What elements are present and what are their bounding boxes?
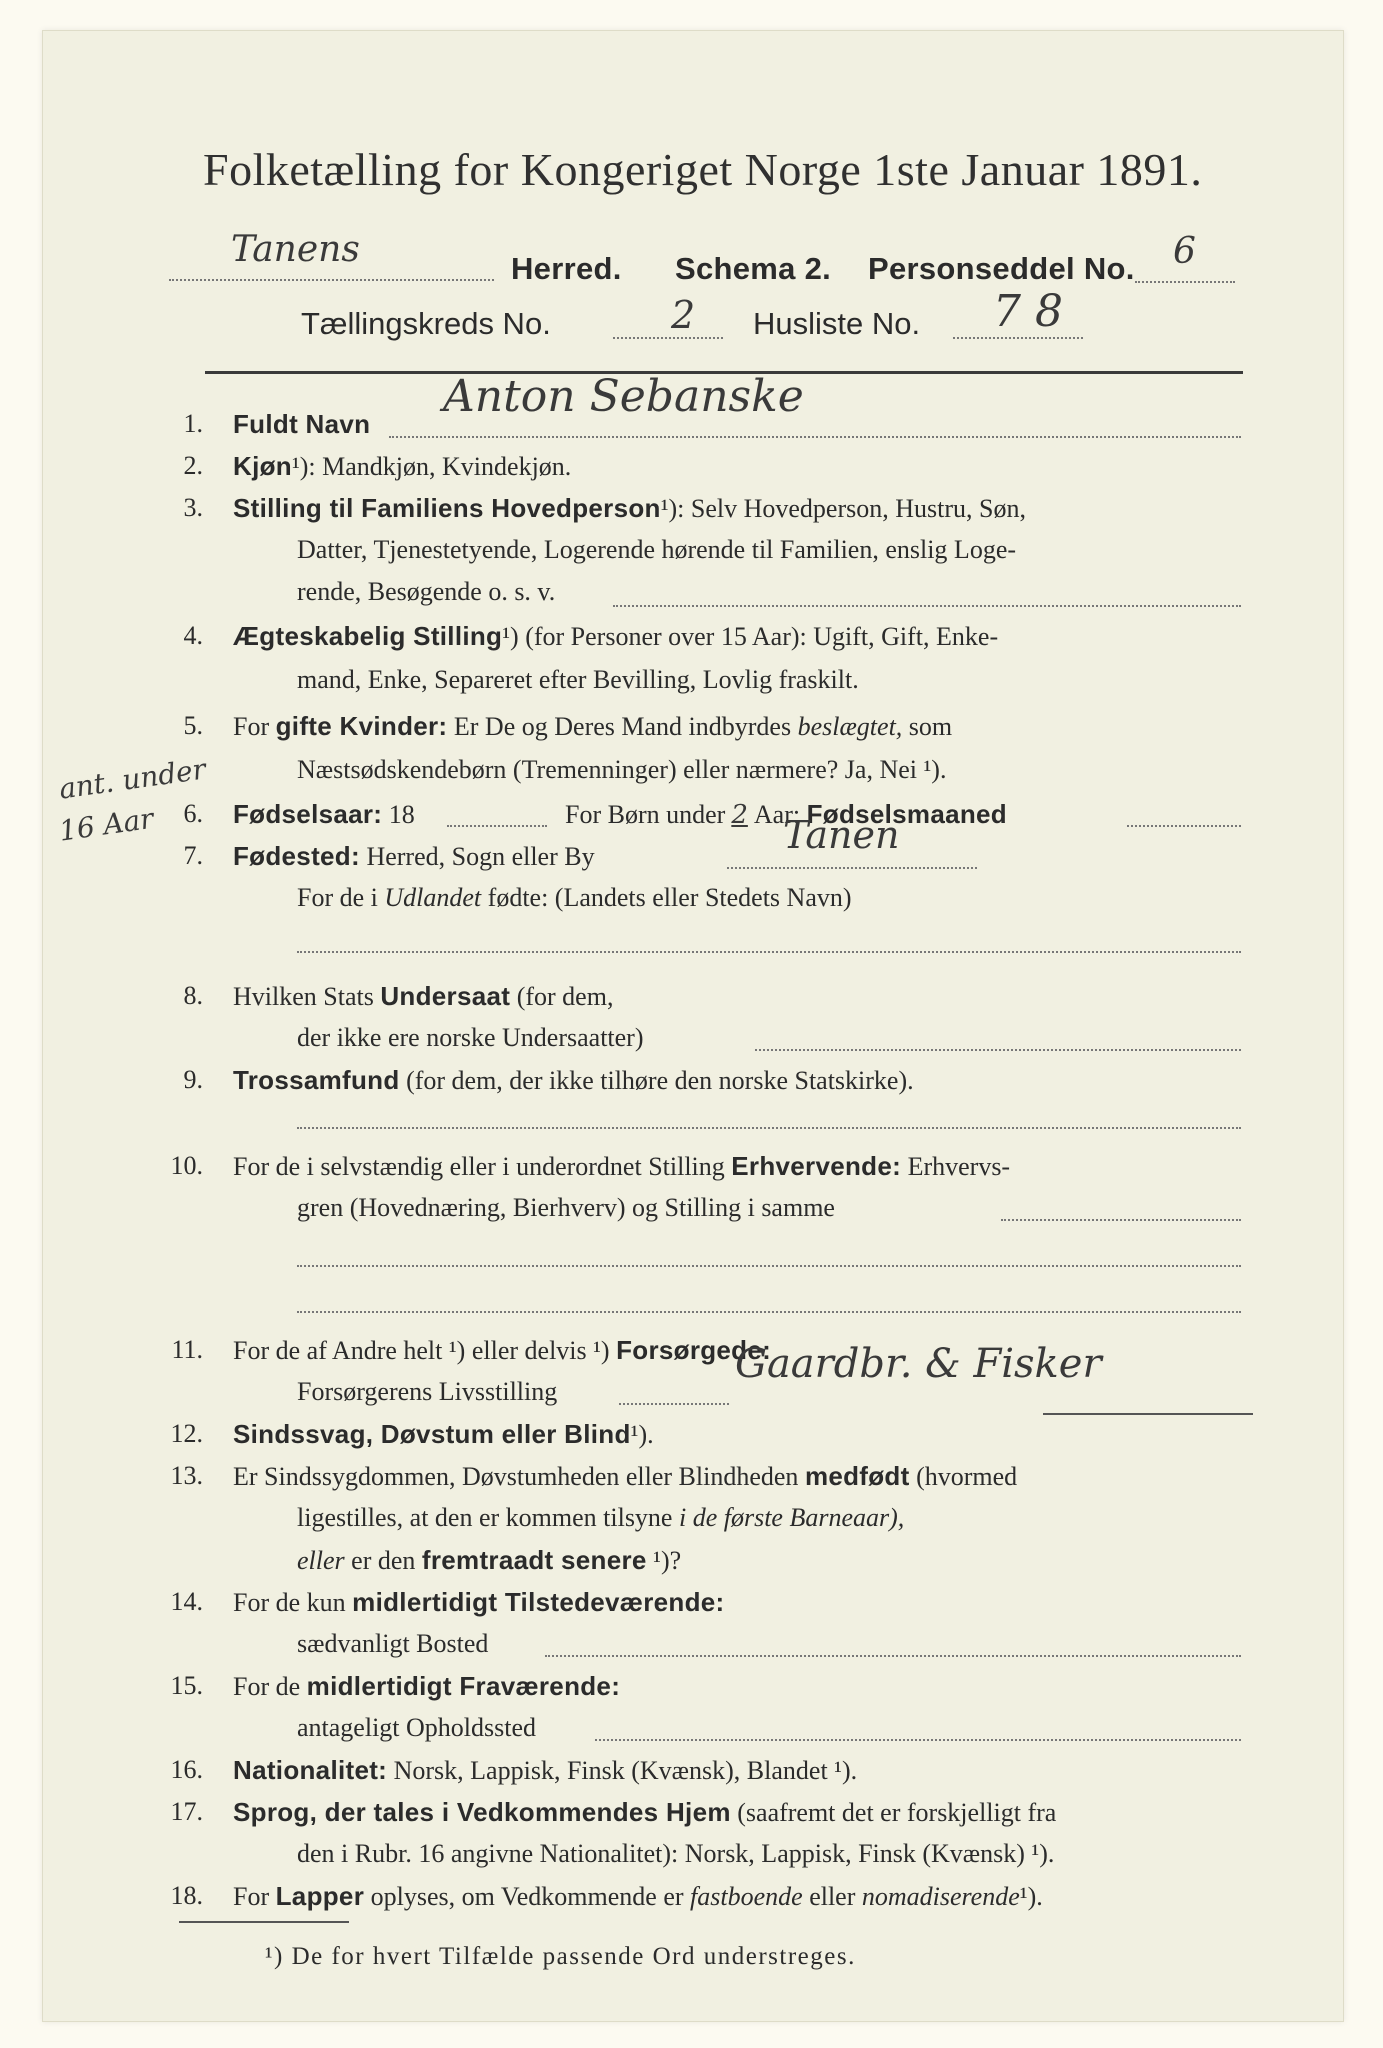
personseddel-value: 6 (1173, 231, 1196, 272)
item-7-text-2-italic: Udlandet (384, 883, 482, 912)
item-13-label-1: medfødt (804, 1461, 910, 1491)
item-15-text-2: antageligt Opholdssted (297, 1713, 537, 1742)
footnote: ¹) De for hvert Tilfælde passende Ord understreges. (265, 1943, 856, 1970)
item-3-label: Stilling til Familiens Hovedperson (233, 493, 661, 523)
item-6-mid-value: 2 (731, 800, 748, 830)
item-10-label: Erhvervende: (731, 1151, 902, 1181)
item-8-label: Undersaat (380, 981, 511, 1011)
husliste-label: Husliste No. (753, 306, 921, 341)
item-15-line-1 (233, 1671, 620, 1702)
item-18-text-1-mid-2: eller (809, 1882, 856, 1911)
item-12-text: ¹). (630, 1420, 654, 1449)
item-11-value: Gaardbr. & Fisker (735, 1341, 1102, 1387)
item-2-line (233, 451, 571, 482)
item-18-label: Lapper (275, 1881, 365, 1911)
item-7-label: Fødested: (233, 841, 360, 871)
item-6-year-dotted-line (447, 825, 547, 827)
item-18-italic-2: nomadiserende (861, 1882, 1020, 1911)
item-4-line-1 (233, 621, 998, 652)
item-9-line (233, 1065, 914, 1096)
item-9-label: Trossamfund (233, 1065, 400, 1095)
item-10-dotted-line-1 (1001, 1219, 1241, 1221)
herred-value: Tanens (231, 229, 360, 270)
item-18-text-1-mid: oplyses, om Vedkommende er (370, 1882, 684, 1911)
item-6-month-dotted-line (1127, 825, 1241, 827)
item-13-number: 13. (170, 1461, 203, 1490)
item-5-line-1 (233, 711, 952, 742)
item-8-number: 8. (183, 981, 203, 1010)
item-13-line-1 (233, 1461, 1017, 1492)
item-5-pre: For (233, 712, 270, 741)
item-6-mid: For Børn under (565, 800, 726, 829)
item-15-dotted-line (595, 1739, 1241, 1741)
item-8-text-1: Hvilken Stats (233, 982, 374, 1011)
item-14-dotted-line (545, 1655, 1241, 1657)
item-1-value: Anton Sebanske (443, 371, 804, 422)
item-18-text-1: For (233, 1882, 270, 1911)
item-12-number: 12. (170, 1419, 203, 1448)
husliste-value: 7 8 (993, 286, 1063, 337)
item-13-line-3 (297, 1545, 681, 1576)
item-13-line-2 (297, 1503, 904, 1533)
item-17-number: 17. (170, 1797, 203, 1826)
item-3-line-1 (233, 493, 1026, 524)
item-16-label: Nationalitet: (233, 1755, 388, 1785)
husliste-dotted-line (953, 337, 1083, 339)
item-14-label: midlertidigt Tilstedeværende: (352, 1587, 725, 1617)
item-3-text-1: ¹): Selv Hovedperson, Hustru, Søn, (660, 494, 1026, 523)
item-9-text: (for dem, der ikke tilhøre den norske Statskirke). (406, 1066, 914, 1095)
item-11-handwritten-underline (1043, 1413, 1253, 1415)
item-11-text-1: For de af Andre helt ¹) eller delvis ¹) (233, 1336, 610, 1365)
item-15-number: 15. (170, 1671, 203, 1700)
item-12-label: Sindssvag, Døvstum eller Blind (233, 1419, 631, 1449)
item-8-line-1 (233, 981, 613, 1012)
item-7-text-2: For de i (297, 883, 378, 912)
item-6-line (233, 799, 415, 830)
herred-dotted-line (169, 279, 494, 281)
item-2-text: ¹): Mandkjøn, Kvindekjøn. (291, 452, 572, 481)
item-5-text-2: Næstsødskendebørn (Tremenninger) eller nærmere? Ja, Nei ¹). (297, 755, 947, 784)
personseddel-label: Personseddel No. (868, 251, 1135, 286)
item-10-line-1 (233, 1151, 1010, 1182)
taellingskreds-dotted-line (613, 337, 723, 339)
item-1-number: 1. (183, 409, 203, 438)
item-4-number: 4. (183, 621, 203, 650)
item-2-number: 2. (183, 451, 203, 480)
item-2-label: Kjøn (233, 451, 292, 481)
item-10-text-2: gren (Hovednæring, Bierhverv) og Stilling i samme (297, 1193, 835, 1222)
item-16-number: 16. (170, 1755, 203, 1784)
item-11-line-1 (233, 1335, 771, 1366)
margin-note-line1: ant. under (57, 752, 208, 806)
item-11-number: 11. (171, 1335, 203, 1364)
item-10-text-1: For de i selvstændig eller i underordnet Stilling (233, 1152, 725, 1181)
item-3-text-3: rende, Besøgende o. s. v. (297, 577, 556, 606)
item-13-label-3: fremtraadt senere (421, 1545, 647, 1575)
item-7-line-1 (233, 841, 595, 872)
item-14-number: 14. (170, 1587, 203, 1616)
herred-label: Herred. (511, 251, 622, 286)
item-8-dotted-line (755, 1049, 1241, 1051)
item-13-text-2: ligestilles, at den er kommen tilsyne (297, 1503, 673, 1532)
item-6-prefix: 18 (388, 800, 415, 829)
item-15-label: midlertidigt Fraværende: (306, 1671, 621, 1701)
item-13-text-1-end: (hvormed (916, 1462, 1018, 1491)
item-7-line-2 (297, 883, 852, 913)
item-18-italic-1: fastboende (690, 1882, 803, 1911)
item-10-dotted-line-3 (297, 1311, 1241, 1313)
item-5-text-1: Er De og Deres Mand indbyrdes (453, 712, 792, 741)
form-title: Folketælling for Kongeriget Norge 1ste Januar 1891. (203, 144, 1203, 195)
item-18-text-1-end: ¹). (1019, 1882, 1043, 1911)
item-12-line (233, 1419, 654, 1450)
item-5-number: 5. (183, 711, 203, 740)
item-13-text-2-italic: i de første Barneaar), (678, 1503, 905, 1532)
item-6-number: 6. (183, 799, 203, 828)
item-3-text-2: Datter, Tjenestetyende, Logerende hørende til Familien, enslig Loge- (297, 535, 1017, 564)
item-17-label: Sprog, der tales i Vedkommendes Hjem (233, 1797, 731, 1827)
item-5-text-1-end: som (908, 712, 953, 741)
item-1-label: Fuldt Navn (233, 409, 371, 439)
item-18-number: 18. (170, 1881, 203, 1910)
taellingskreds-value: 2 (671, 293, 696, 337)
item-8-text-2: der ikke ere norske Undersaatter) (297, 1023, 644, 1052)
item-13-text-1: Er Sindssygdommen, Døvstumheden eller Blindheden (233, 1462, 799, 1491)
item-7-value: Tanen (783, 813, 900, 857)
item-6-label-2: Fødselsmaaned (806, 799, 1007, 829)
item-15-text-1: For de (233, 1672, 301, 1701)
item-4-label: Ægteskabelig Stilling (233, 621, 503, 651)
item-13-text-3-end: ¹)? (653, 1546, 682, 1575)
item-7-number: 7. (183, 841, 203, 870)
item-9-dotted-line (297, 1127, 1241, 1129)
item-5-text-1-italic: beslægtet, (797, 712, 903, 741)
item-10-number: 10. (170, 1151, 203, 1180)
census-form (42, 30, 1344, 2022)
item-16-text: Norsk, Lappisk, Finsk (Kvænsk), Blandet ¹). (393, 1756, 858, 1785)
item-6-label: Fødselsaar: (233, 799, 383, 829)
footnote-rule (179, 1921, 349, 1923)
item-17-text-2: den i Rubr. 16 angivne Nationalitet): Norsk, Lappisk, Finsk (Kvænsk) ¹). (297, 1839, 1055, 1868)
item-7-foreign-dotted-line (297, 951, 1241, 953)
item-16-line (233, 1755, 857, 1786)
personseddel-dotted-line (1135, 281, 1235, 283)
item-3-dotted-line (613, 605, 1241, 607)
schema-label: Schema 2. (675, 251, 832, 286)
item-17-text-1: (saafremt det er forskjelligt fra (737, 1798, 1057, 1827)
item-4-text-2: mand, Enke, Separeret efter Bevilling, Lovlig fraskilt. (297, 665, 859, 694)
item-11-dotted-line (619, 1403, 729, 1405)
item-4-text-1: ¹) (for Personer over 15 Aar): Ugift, Gift, Enke- (502, 622, 999, 651)
margin-note-line2: 16 Aar (57, 801, 156, 848)
item-14-text-2: sædvanligt Bosted (297, 1629, 489, 1658)
item-3-number: 3. (183, 493, 203, 522)
item-8-text-1-end: (for dem, (516, 982, 614, 1011)
item-7-dotted-line (727, 867, 977, 869)
item-13-text-3-italic: eller (297, 1546, 345, 1575)
taellingskreds-label: Tællingskreds No. (301, 306, 551, 341)
item-7-text-1: Herred, Sogn eller By (366, 842, 595, 871)
item-11-label: Forsørgede: (616, 1335, 772, 1365)
item-5-label: gifte Kvinder: (275, 711, 448, 741)
item-7-text-2-end: fødte: (Landets eller Stedets Navn) (487, 883, 852, 912)
item-10-text-1-end: Erhvervs- (907, 1152, 1011, 1181)
item-13-text-3: er den (351, 1546, 416, 1575)
item-18-line (233, 1881, 1043, 1912)
item-6-mid-end: Aar: (753, 800, 801, 829)
item-9-number: 9. (183, 1065, 203, 1094)
item-11-text-2: Forsørgerens Livsstilling (297, 1377, 558, 1406)
item-17-line-1 (233, 1797, 1056, 1828)
item-14-text-1: For de kun (233, 1588, 346, 1617)
item-1-dotted-line (389, 436, 1241, 438)
item-14-line-1 (233, 1587, 724, 1618)
item-10-dotted-line-2 (297, 1265, 1241, 1267)
